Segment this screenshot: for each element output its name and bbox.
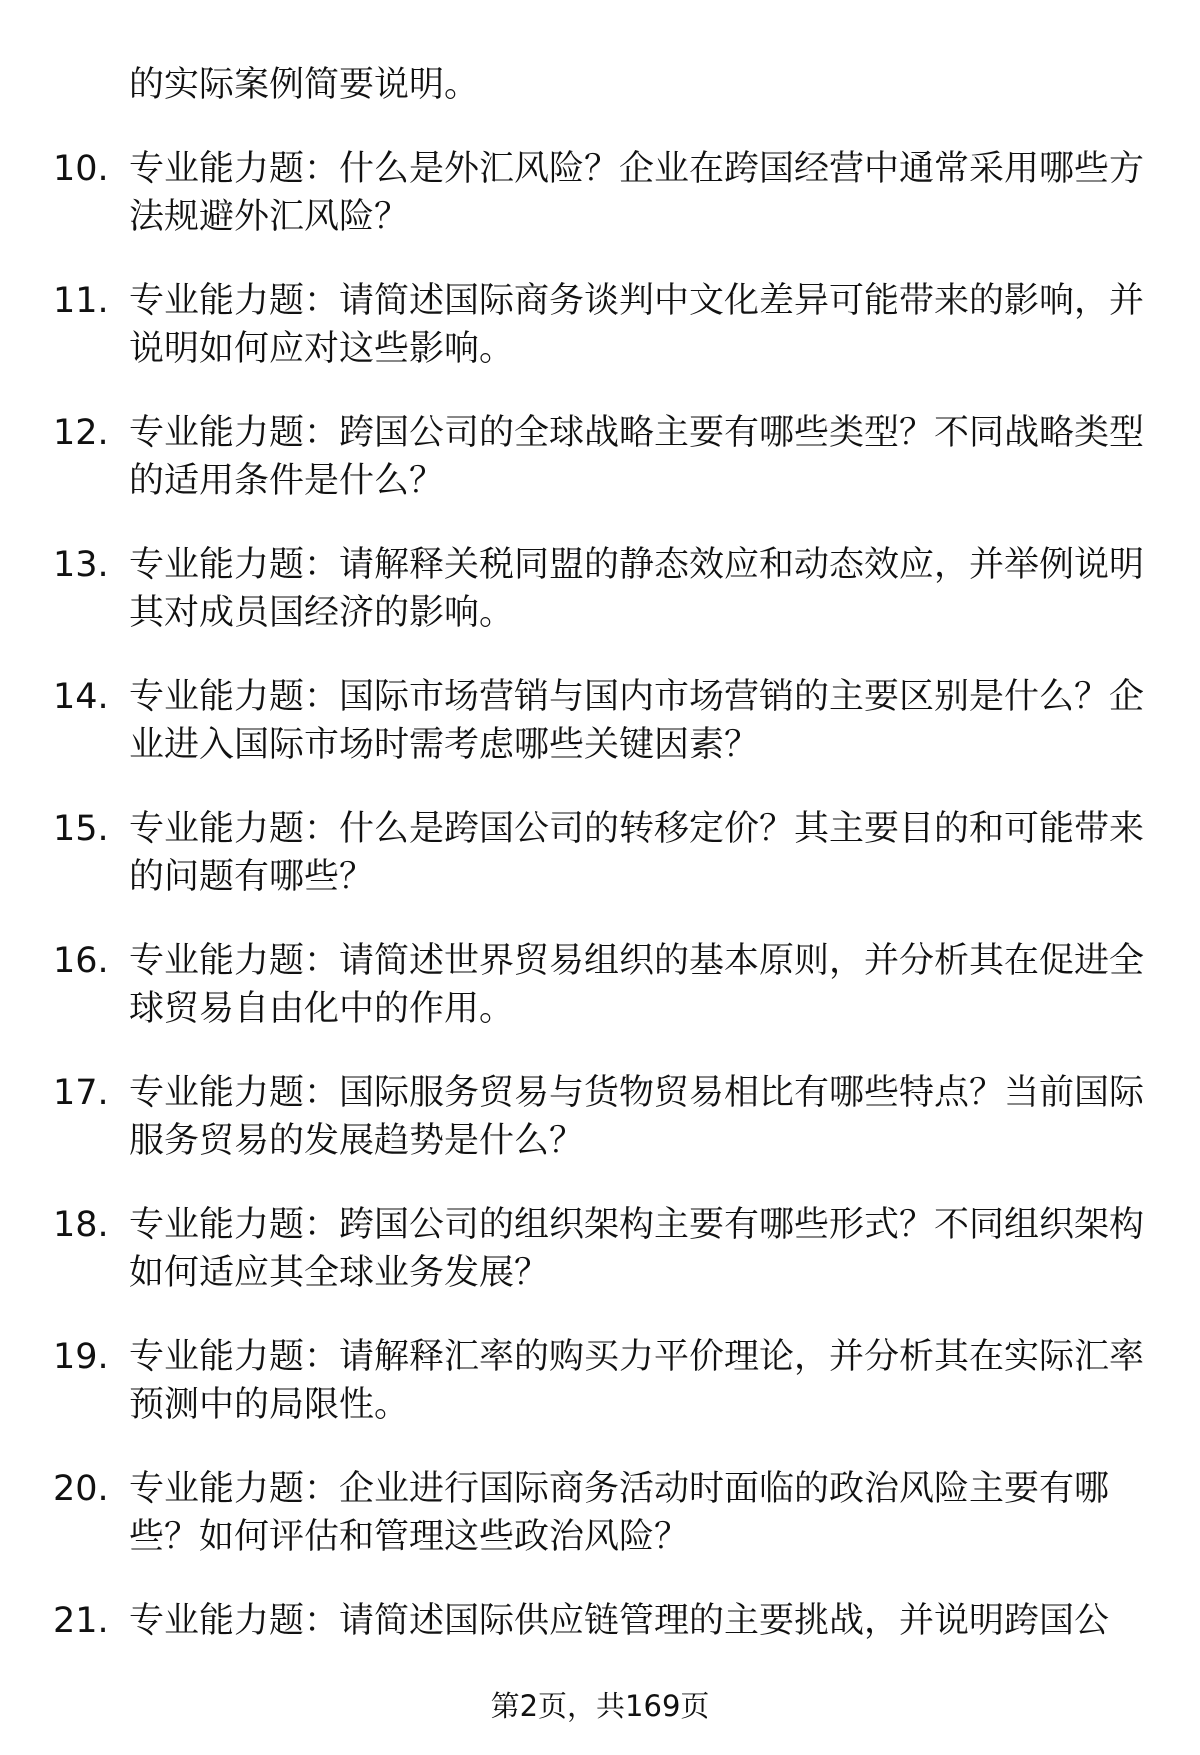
question-number: 17. [53, 1073, 109, 1113]
question-number: 10. [53, 149, 109, 189]
question-number: 13. [53, 545, 109, 585]
question-item [0, 541, 1151, 637]
question-text: 专业能力题：请解释汇率的购买力平价理论，并分析其在实际汇率预测中的局限性。 [129, 1337, 1145, 1425]
question-list [0, 145, 1200, 1645]
question-item [0, 409, 1151, 505]
question-number: 15. [53, 809, 109, 849]
question-item [0, 937, 1151, 1033]
question-item [0, 1597, 1151, 1645]
question-number: 12. [53, 413, 109, 453]
question-number: 19. [53, 1337, 109, 1377]
question-item [0, 145, 1151, 241]
question-text: 专业能力题：跨国公司的全球战略主要有哪些类型？不同战略类型的适用条件是什么？ [129, 413, 1145, 501]
question-text: 专业能力题：企业进行国际商务活动时面临的政治风险主要有哪些？如何评估和管理这些政治风险？ [129, 1469, 1110, 1557]
question-item [0, 277, 1151, 373]
question-item [0, 1201, 1151, 1297]
question-number: 20. [53, 1469, 109, 1509]
question-text: 专业能力题：国际服务贸易与货物贸易相比有哪些特点？当前国际服务贸易的发展趋势是什么？ [129, 1073, 1145, 1161]
question-number: 14. [53, 677, 109, 717]
page-footer: 第2页，共169页 [490, 1689, 710, 1723]
question-text: 专业能力题：请简述国际商务谈判中文化差异可能带来的影响，并说明如何应对这些影响。 [129, 281, 1145, 369]
question-number: 11. [53, 281, 109, 321]
question-item [0, 1465, 1151, 1561]
question-text: 专业能力题：国际市场营销与国内市场营销的主要区别是什么？企业进入国际市场时需考虑哪些关键因素？ [129, 677, 1145, 765]
question-number: 21. [53, 1601, 109, 1641]
continuation-text: 的实际案例简要说明。 [129, 65, 480, 105]
question-text: 专业能力题：请简述国际供应链管理的主要挑战，并说明跨国公 [129, 1601, 1110, 1641]
question-text: 专业能力题：什么是外汇风险？企业在跨国经营中通常采用哪些方法规避外汇风险？ [129, 149, 1145, 237]
question-text: 专业能力题：跨国公司的组织架构主要有哪些形式？不同组织架构如何适应其全球业务发展？ [129, 1205, 1145, 1293]
question-text: 专业能力题：请简述世界贸易组织的基本原则，并分析其在促进全球贸易自由化中的作用。 [129, 941, 1145, 1029]
question-number: 18. [53, 1205, 109, 1245]
question-number: 16. [53, 941, 109, 981]
question-item [0, 1333, 1151, 1429]
question-text: 专业能力题：请解释关税同盟的静态效应和动态效应，并举例说明其对成员国经济的影响。 [129, 545, 1145, 633]
question-item [0, 805, 1151, 901]
question-text: 专业能力题：什么是跨国公司的转移定价？其主要目的和可能带来的问题有哪些？ [129, 809, 1145, 897]
document-page [0, 61, 1200, 1681]
question-item [0, 1069, 1151, 1165]
question-item [0, 673, 1151, 769]
